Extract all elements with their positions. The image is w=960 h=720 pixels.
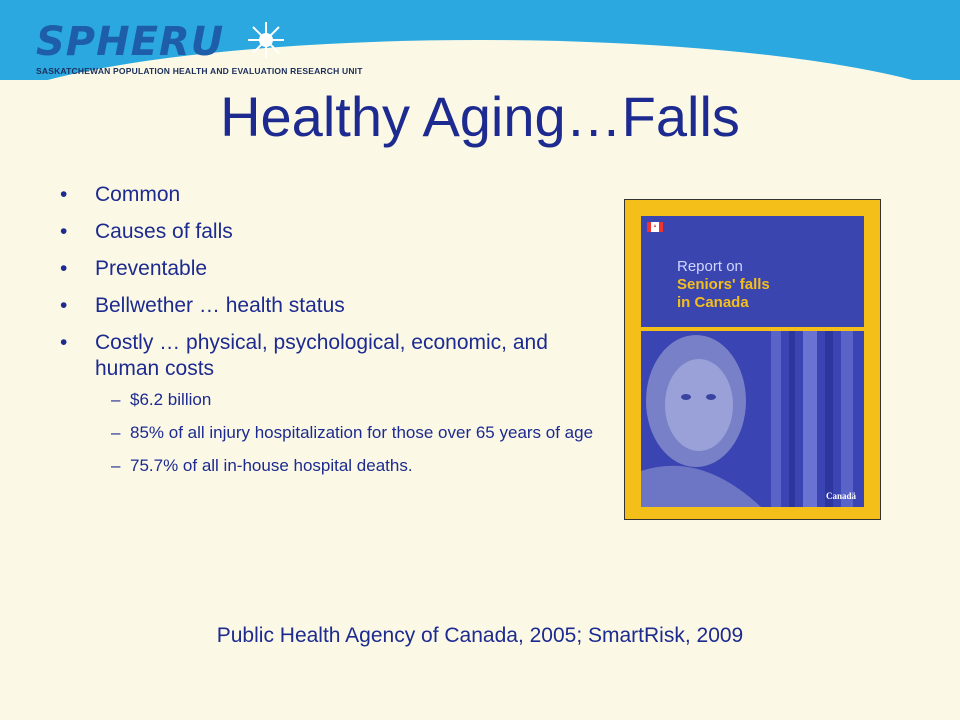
senior-portrait-image	[641, 331, 864, 507]
canada-wordmark: Canadä	[825, 491, 856, 501]
logo-wordmark: SPHERU	[36, 19, 225, 65]
bullet-item-costly	[60, 330, 600, 478]
logo-tagline: SASKATCHEWAN POPULATION HEALTH AND EVALUATION RESEARCH UNIT	[36, 66, 363, 76]
bullet-item: • Causes of falls	[60, 219, 600, 245]
cover-heading-line2: Seniors' falls in Canada	[677, 276, 770, 311]
canada-flag-icon	[647, 222, 663, 232]
starburst-icon	[246, 20, 286, 60]
spheru-logo	[36, 19, 363, 76]
cover-heading-line1: Report on	[677, 258, 743, 275]
sub-bullet-list	[93, 388, 600, 478]
report-cover-frame	[624, 199, 881, 520]
bullet-item: • Common	[60, 182, 600, 208]
bullet-item: • Bellwether … health status	[60, 293, 600, 319]
bullet-list	[60, 182, 600, 489]
sub-bullet-item: – 75.7% of all in-house hospital deaths.	[93, 454, 600, 478]
bullet-item: • Preventable	[60, 256, 600, 282]
slide-title: Healthy Aging…Falls	[220, 85, 740, 148]
bullet-item-text: Costly … physical, psychological, economic, and human costs	[95, 331, 548, 380]
sub-bullet-item: – 85% of all injury hospitalization for those over 65 years of age	[93, 421, 600, 445]
sub-bullet-item: – $6.2 billion	[93, 388, 600, 412]
report-cover	[641, 216, 864, 507]
citation: Public Health Agency of Canada, 2005; SmartRisk, 2009	[216, 624, 744, 647]
